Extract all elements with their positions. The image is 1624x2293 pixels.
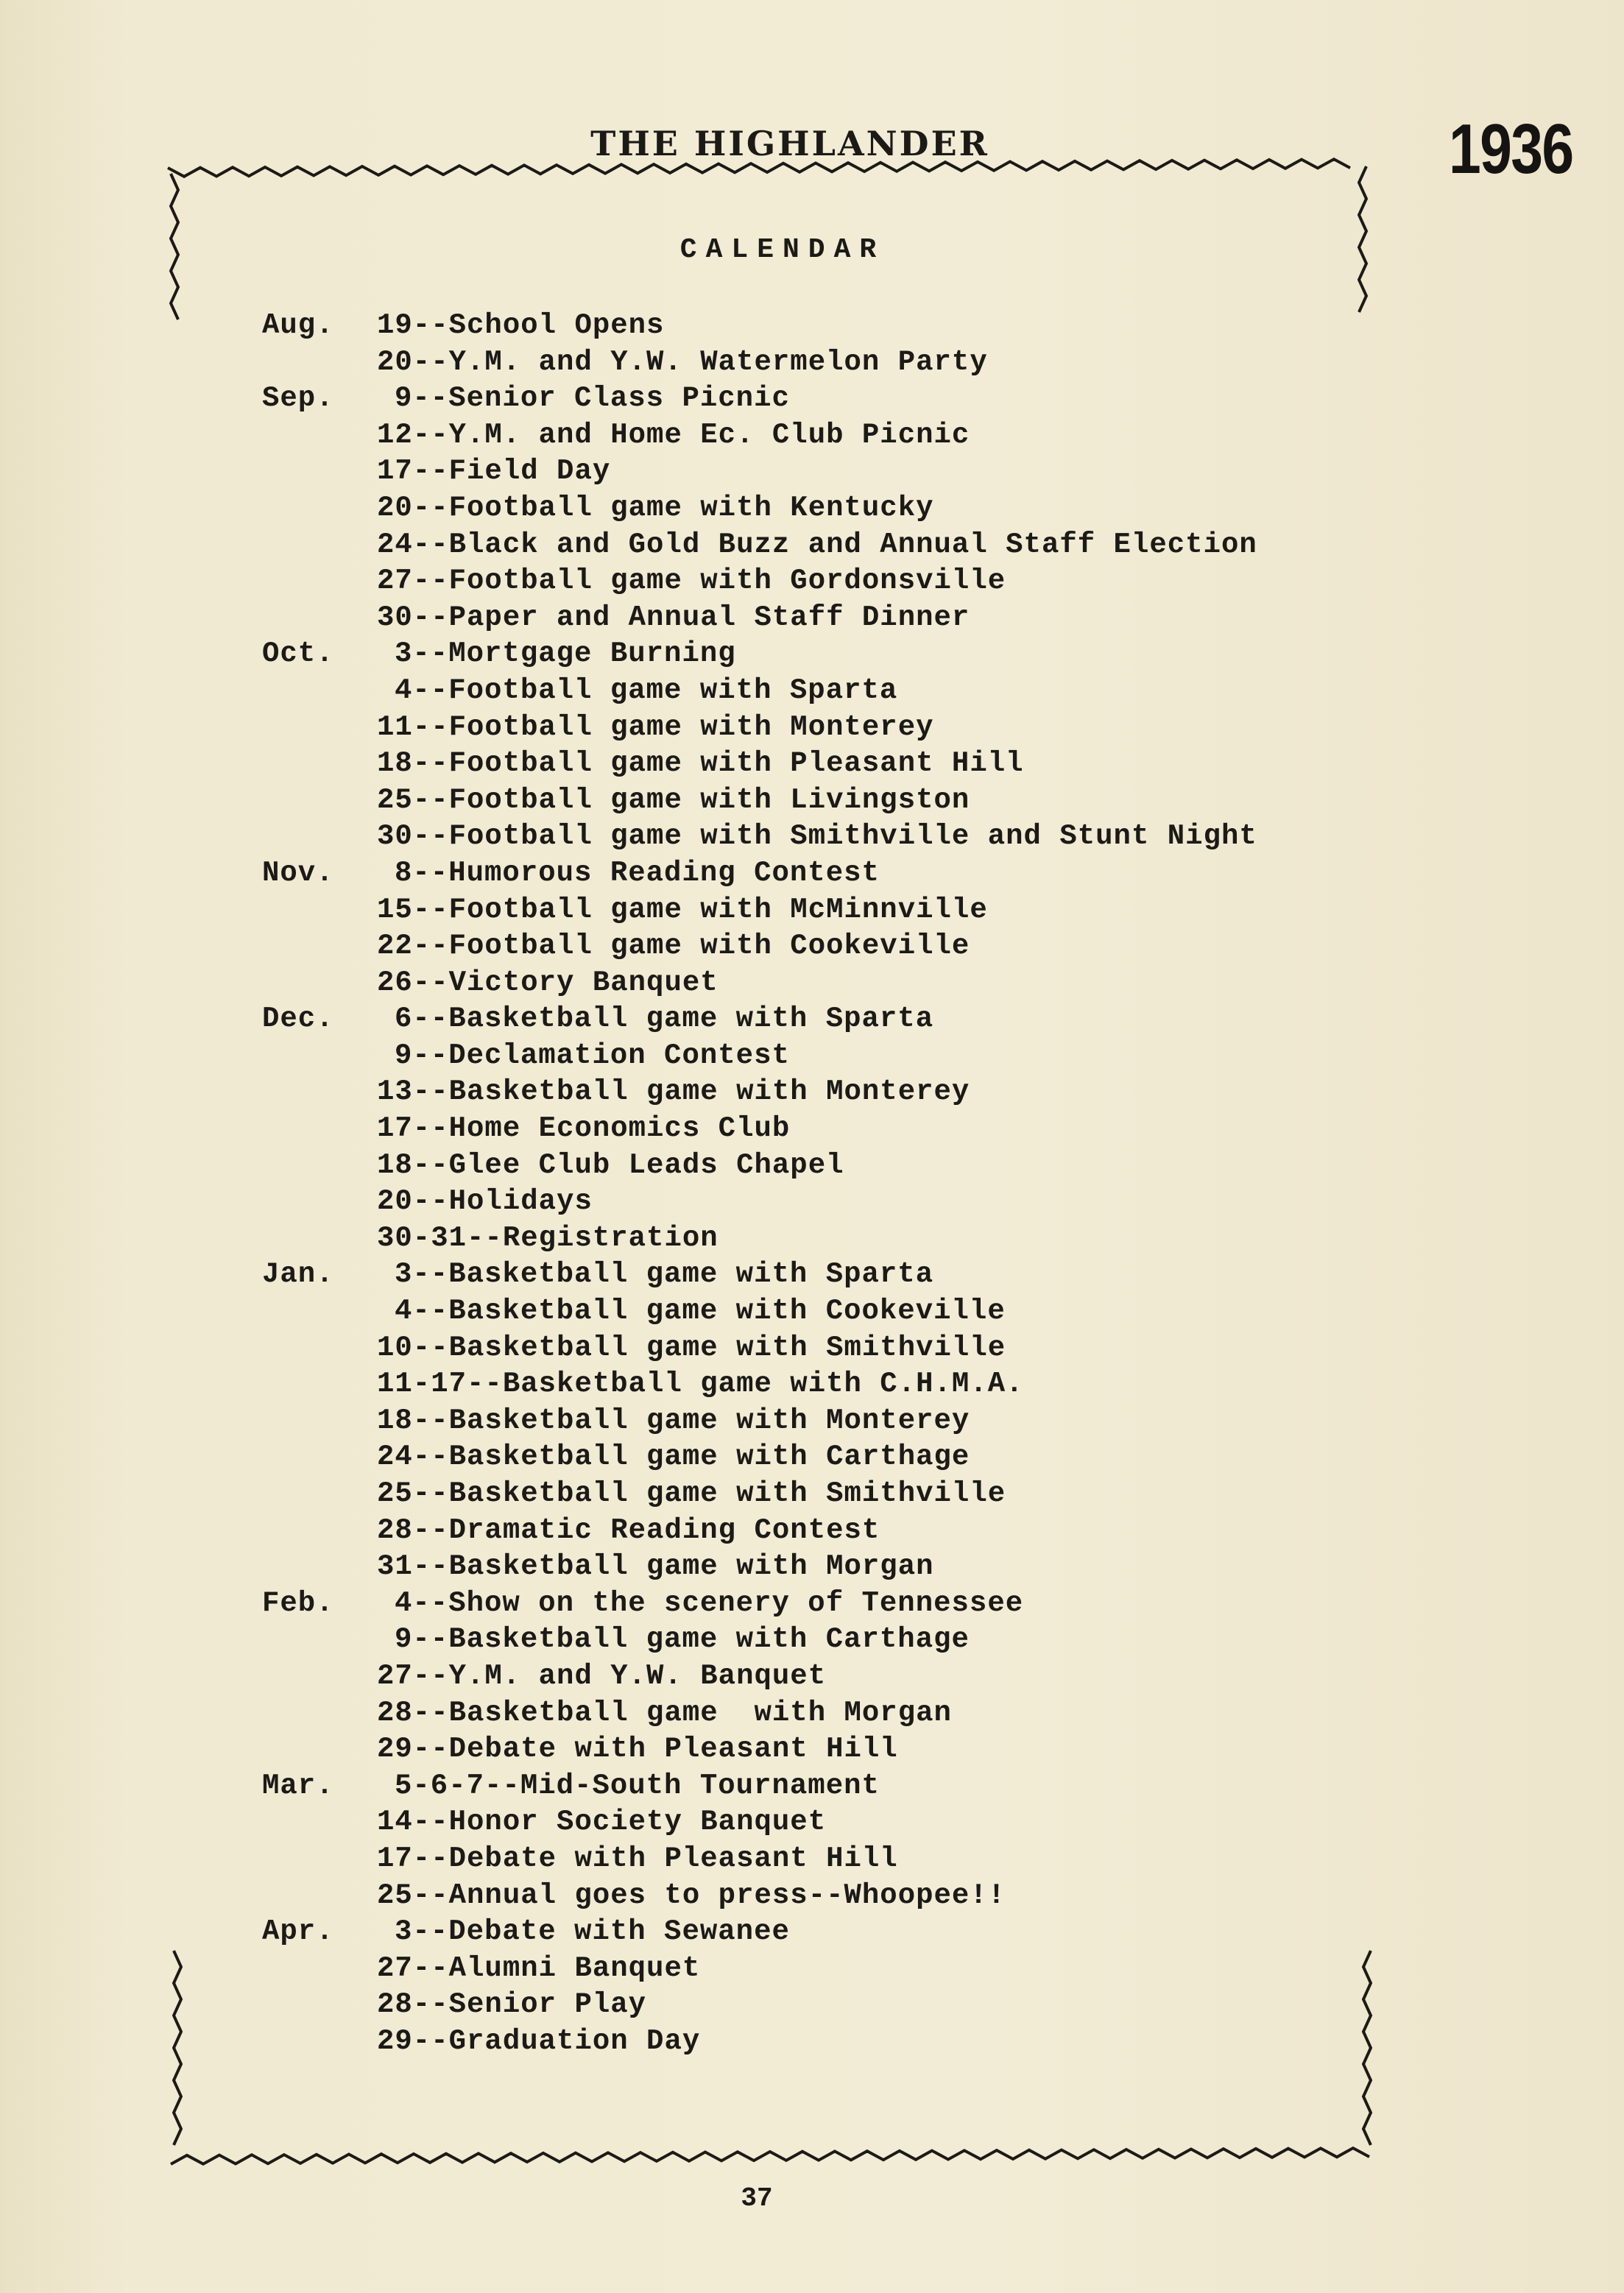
event-text: 31--Basketball game with Morgan xyxy=(377,1550,934,1583)
zigzag-segment xyxy=(171,2148,1369,2164)
event-text: 28--Senior Play xyxy=(377,1988,647,2021)
calendar-title-text: CALENDAR xyxy=(679,234,886,266)
event-text: 29--Graduation Day xyxy=(377,2024,701,2057)
event-text: 22--Football game with Cookeville xyxy=(377,930,970,963)
event-text: 11-17--Basketball game with C.H.M.A. xyxy=(377,1368,1024,1401)
event-text: 6--Basketball game with Sparta xyxy=(395,1003,934,1036)
event-text: 14--Honor Society Banquet xyxy=(377,1806,827,1839)
event-text: 27--Football game with Gordonsville xyxy=(377,565,1006,598)
month-label: Aug. xyxy=(262,309,334,342)
event-text: 19--School Opens xyxy=(377,309,665,342)
zigzag-segment xyxy=(168,159,1350,177)
event-text: 17--Field Day xyxy=(377,455,611,488)
event-text: 4--Show on the scenery of Tennessee xyxy=(395,1586,1024,1619)
event-text: 30--Paper and Annual Staff Dinner xyxy=(377,601,970,634)
event-text: 13--Basketball game with Monterey xyxy=(377,1075,970,1109)
event-text: 3--Debate with Sewanee xyxy=(395,1915,790,1948)
month-label: Oct. xyxy=(262,637,334,671)
event-text: 18--Basketball game with Monterey xyxy=(377,1404,970,1437)
event-text: 3--Basketball game with Sparta xyxy=(395,1258,934,1291)
event-text: 18--Glee Club Leads Chapel xyxy=(377,1148,844,1181)
event-text: 4--Football game with Sparta xyxy=(395,674,898,707)
event-text: 20--Holidays xyxy=(377,1185,593,1218)
event-text: 30--Football game with Smithville and Stunt Night xyxy=(377,820,1257,853)
calendar-title xyxy=(0,234,1624,266)
event-text: 29--Debate with Pleasant Hill xyxy=(377,1733,898,1766)
page-number xyxy=(0,2183,1624,2213)
event-text: 27--Alumni Banquet xyxy=(377,1951,701,1985)
event-text: 9--Declamation Contest xyxy=(395,1039,790,1072)
event-text: 9--Basketball game with Carthage xyxy=(395,1623,970,1656)
year-label: 1936 xyxy=(1449,110,1573,188)
zigzag-segment xyxy=(174,1951,181,2145)
event-text: 20--Football game with Kentucky xyxy=(377,491,934,524)
zigzag-segment xyxy=(1363,1951,1371,2145)
event-text: 17--Debate with Pleasant Hill xyxy=(377,1842,898,1875)
event-text: 3--Mortgage Burning xyxy=(395,637,736,671)
header-title: THE HIGHLANDER xyxy=(590,124,989,163)
event-text: 15--Football game with McMinnville xyxy=(377,893,988,926)
event-text: 20--Y.M. and Y.W. Watermelon Party xyxy=(377,345,988,378)
event-text: 25--Football game with Livingston xyxy=(377,783,970,816)
month-label: Mar. xyxy=(262,1769,334,1802)
event-text: 17--Home Economics Club xyxy=(377,1112,791,1145)
month-label: Dec. xyxy=(262,1003,334,1036)
event-text: 11--Football game with Monterey xyxy=(377,710,934,743)
event-text: 12--Y.M. and Home Ec. Club Picnic xyxy=(377,418,970,451)
event-text: 26--Victory Banquet xyxy=(377,966,719,999)
month-label: Sep. xyxy=(262,382,334,415)
event-text: 25--Basketball game with Smithville xyxy=(377,1477,1006,1510)
event-text: 27--Y.M. and Y.W. Banquet xyxy=(377,1659,827,1692)
event-text: 24--Basketball game with Carthage xyxy=(377,1441,970,1474)
month-label: Feb. xyxy=(262,1586,334,1619)
event-text: 25--Annual goes to press--Whoopee!! xyxy=(377,1879,1006,1912)
event-text: 4--Basketball game with Cookeville xyxy=(395,1295,1006,1328)
month-label: Nov. xyxy=(262,856,334,889)
event-text: 30-31--Registration xyxy=(377,1221,719,1254)
event-text: 10--Basketball game with Smithville xyxy=(377,1331,1006,1364)
event-text: 9--Senior Class Picnic xyxy=(395,382,790,415)
event-text: 8--Humorous Reading Contest xyxy=(395,856,880,889)
month-label: Apr. xyxy=(262,1915,334,1948)
event-text: 24--Black and Gold Buzz and Annual Staff Election xyxy=(377,528,1257,561)
event-text: 5-6-7--Mid-South Tournament xyxy=(395,1769,880,1802)
event-text: 28--Dramatic Reading Contest xyxy=(377,1513,880,1547)
page-number-text: 37 xyxy=(741,2183,773,2213)
event-text: 18--Football game with Pleasant Hill xyxy=(377,747,1024,780)
event-text: 28--Basketball game with Morgan xyxy=(377,1696,952,1729)
month-label: Jan. xyxy=(262,1258,334,1291)
